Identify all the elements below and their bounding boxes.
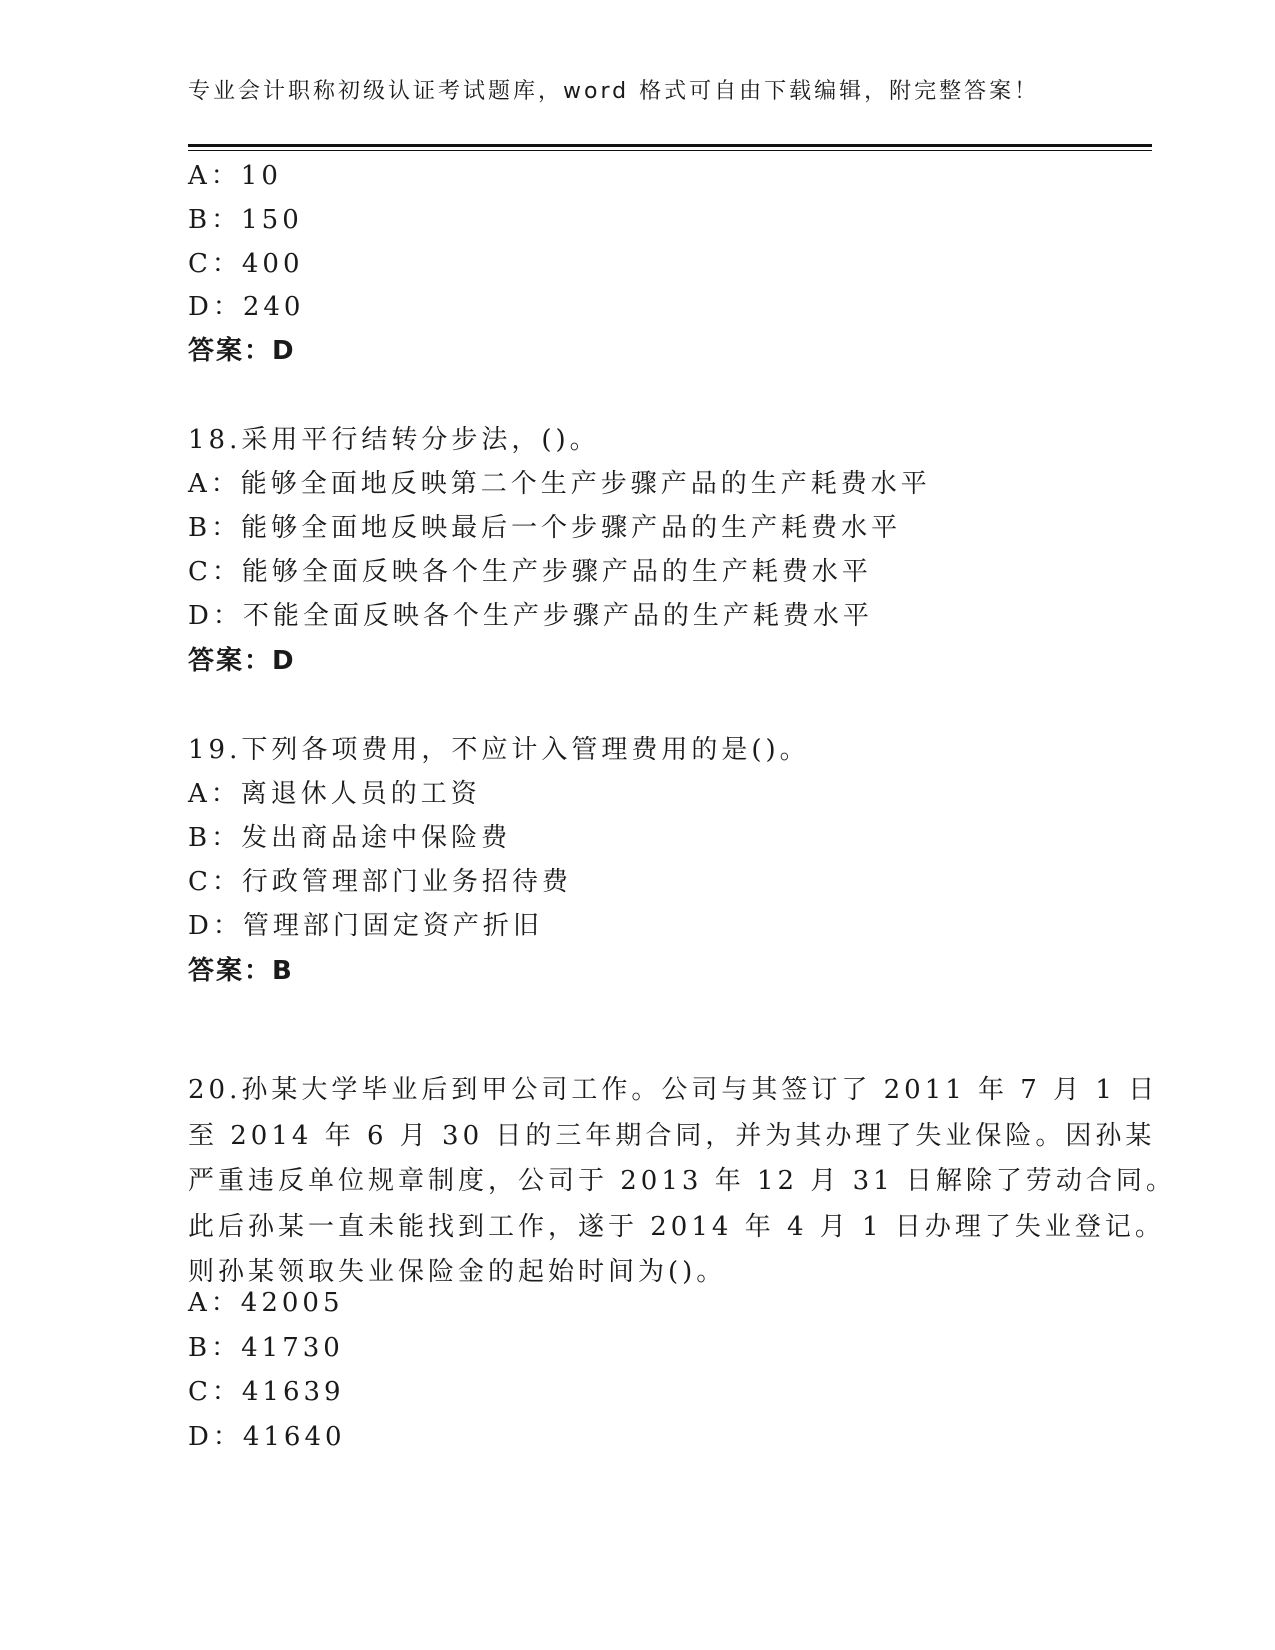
q18-option-a: A：能够全面地反映第二个生产步骤产品的生产耗费水平 — [188, 469, 931, 499]
q19-option-d: D：管理部门固定资产折旧 — [188, 911, 543, 941]
q17-option-a: A：10 — [188, 161, 282, 191]
q17-option-d: D：240 — [188, 292, 305, 322]
q17-answer: 答案：D — [188, 336, 296, 366]
q18-option-d: D：不能全面反映各个生产步骤产品的生产耗费水平 — [188, 601, 873, 631]
q20-option-a: A：42005 — [188, 1288, 344, 1318]
q17-option-b: B：150 — [188, 205, 303, 235]
q19-option-b: B：发出商品途中保险费 — [188, 823, 512, 853]
q20-option-c: C：41639 — [188, 1377, 345, 1407]
q20-option-b: B：41730 — [188, 1333, 344, 1363]
header-divider-thin — [188, 150, 1152, 151]
q20-question-line: 此后孙某一直未能找到工作，遂于 2014 年 4 月 1 日办理了失业登记。 — [188, 1211, 1165, 1242]
q19-answer: 答案：B — [188, 956, 294, 986]
q19-question: 19.下列各项费用，不应计入管理费用的是()。 — [188, 735, 810, 765]
q17-option-c: C：400 — [188, 249, 304, 279]
q20-option-d: D：41640 — [188, 1422, 346, 1452]
q18-option-b: B：能够全面地反映最后一个步骤产品的生产耗费水平 — [188, 513, 902, 543]
q18-answer: 答案：D — [188, 646, 296, 676]
header-divider-thick — [188, 144, 1152, 147]
q20-question-line: 20.孙某大学毕业后到甲公司工作。公司与其签订了 2011 年 7 月 1 日 — [188, 1075, 1159, 1105]
page-header: 专业会计职称初级认证考试题库，word 格式可自由下载编辑，附完整答案！ — [188, 79, 1040, 104]
q20-question-line: 则孙某领取失业保险金的起始时间为()。 — [188, 1257, 727, 1287]
q19-option-a: A：离退休人员的工资 — [188, 779, 481, 809]
q20-question — [188, 1068, 1176, 1296]
q20-question-line: 至 2014 年 6 月 30 日的三年期合同，并为其办理了失业保险。因孙某 — [188, 1120, 1156, 1151]
q18-question: 18.采用平行结转分步法，()。 — [188, 425, 600, 455]
q18-option-c: C：能够全面反映各个生产步骤产品的生产耗费水平 — [188, 557, 872, 587]
q20-question-line: 严重违反单位规章制度，公司于 2013 年 12 月 31 日解除了劳动合同。 — [188, 1166, 1176, 1196]
q19-option-c: C：行政管理部门业务招待费 — [188, 867, 572, 897]
